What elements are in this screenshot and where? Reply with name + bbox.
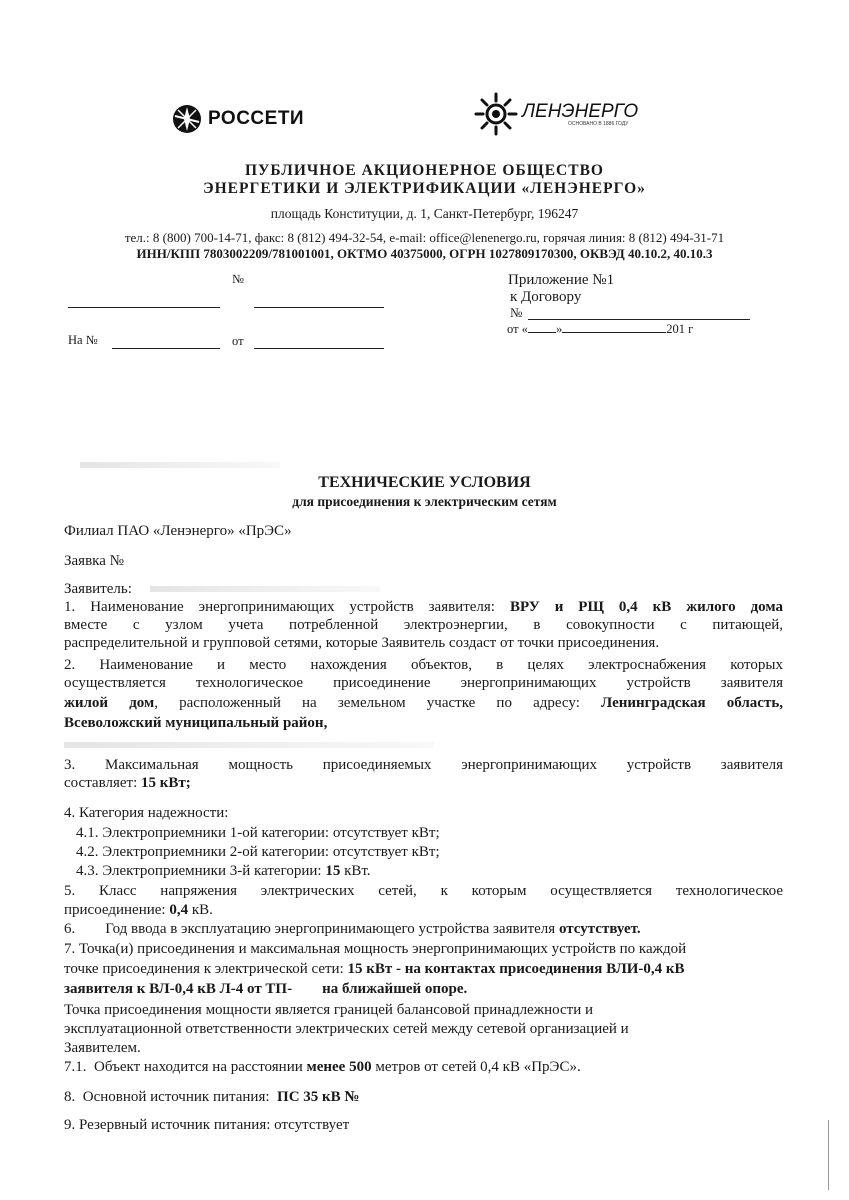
item1-device: ВРУ и РЩ 0,4 кВ жилого дома [509,599,783,615]
lenenergo-logo-subtext: ОСНОВАНО В 1886 ГОДУ [568,120,629,127]
appendix-line1: Приложение №1 [508,272,615,288]
item2-line3 [64,694,783,712]
item3-power: 15 кВт; [141,775,191,791]
item7-1 [64,1058,581,1076]
item4-heading: 4. Категория надежности: [64,805,229,821]
lenenergo-logo-text: ЛЕНЭНЕРГО [522,100,639,122]
item7-line6: Заявителем. [64,1040,141,1056]
item1-line1 [64,598,783,616]
appendix-number-line [528,319,750,320]
na-line [112,348,220,349]
lenenergo-sun-icon [474,92,518,136]
item4-3 [76,862,371,880]
address-redaction [64,742,434,748]
item2-line2: осуществляется технологическое присоединение энергопринимающих устройств заявителя [64,675,783,691]
item7-line1: 7. Точка(и) присоединения и максимальная мощность энергопринимающих устройств по каждой [64,941,687,957]
item2-location-text: , расположенный на земельном участке по адресу: [154,695,602,711]
request-line: Заявка № [64,553,124,569]
item8 [64,1088,360,1106]
item3-line1: 3. Максимальная мощность присоединяемых энергопринимающих устройств заявителя [64,757,783,773]
item5-voltage: 0,4 [169,902,192,918]
ot-label: от [232,334,244,348]
item1-line3: распределительной и групповой сетями, которые Заявитель создаст от точки присоединения. [64,635,660,651]
item6-value: отсутствует. [558,921,641,937]
item1-line2: вместе с узлом учета потребленной электроэнергии, в совокупности с питающей, [64,617,783,633]
item5-line1: 5. Класс напряжения электрических сетей, к которым осуществляется технологическое [64,883,783,899]
item2-line4: Всеволожский муниципальный район, [64,715,328,731]
item4-3-unit: кВт. [344,863,371,879]
item3-text: составляет: [64,775,141,791]
ot-line [254,348,384,349]
reg-number-line [254,307,384,308]
org-codes: ИНН/КПП 7803002209/781001001, ОКТМО 40375000, ОГРН 1027809170300, ОКВЭД 40.10.2, 40.10.3 [136,246,713,261]
item2-region: Ленинградская область, [601,695,784,711]
item7-line5: эксплуатационной ответственности электрических сетей между сетевой организацией и [64,1021,629,1037]
item4-2: 4.2. Электроприемники 2-ой категории: отсутствует кВт; [76,844,440,860]
appendix-year: 201 г [666,322,694,336]
appendix-date-close: » [555,322,563,336]
lenenergo-logo [474,92,638,136]
item7-line2 [64,960,685,978]
redaction-mark [80,462,280,468]
appendix-line4 [507,322,693,337]
scan-edge-line [828,1120,829,1190]
item8-source: ПС 35 кВ № [277,1089,360,1105]
item2-line1: 2. Наименование и место нахождения объектов, в целях электроснабжения которых [64,657,783,673]
org-contacts: тел.: 8 (800) 700-14-71, факс: 8 (812) 494-32-54, e-mail: office@lenenergo.ru, горячая линия: 8 (812) 494-31-71 [124,230,725,245]
applicant-redaction [150,586,380,592]
appendix-line3: № [510,305,523,320]
item7-1-text: 7.1. Объект находится на расстоянии [64,1059,307,1075]
org-address: площадь Конституции, д. 1, Санкт-Петербург, 196247 [270,206,579,221]
item7-1-tail: метров от сетей 0,4 кВ «ПрЭС». [371,1059,581,1075]
item1-text: 1. Наименование энергопринимающих устройств заявителя: [64,599,510,615]
item7-text: точке присоединения к электрической сети: [64,961,348,977]
item2-object: жилой дом [64,695,155,711]
item7-line4: Точка присоединения мощности является границей балансовой принадлежности и [64,1002,593,1018]
item4-1: 4.1. Электроприемники 1-ой категории: отсутствует кВт; [76,825,440,841]
item4-3-text: 4.3. Электроприемники 3-й категории: [76,863,326,879]
doc-title: ТЕХНИЧЕСКИЕ УСЛОВИЯ [318,474,531,491]
rosseti-emblem-icon [172,104,202,134]
item5-line2 [64,901,213,919]
org-name-line2: ЭНЕРГЕТИКИ И ЭЛЕКТРИФИКАЦИИ «ЛЕНЭНЕРГО» [203,180,646,197]
branch-line: Филиал ПАО «Ленэнерго» «ПрЭС» [64,523,292,539]
item8-text: 8. Основной источник питания: [64,1089,278,1105]
item6-text: 6. Год ввода в эксплуатацию энергопринимающего устройства заявителя [64,921,559,937]
item7-connection: 15 кВт - на контактах присоединения ВЛИ-0,4 кВ [347,961,685,977]
item5-unit: кВ. [191,902,213,918]
item7-1-distance: менее 500 [306,1059,372,1075]
reg-date-line [68,307,220,308]
rosseti-logo [172,104,304,134]
applicant-line: Заявитель: [64,581,132,597]
item5-text: присоединение: [64,902,170,918]
reg-number-sign: № [232,272,244,286]
doc-subtitle: для присоединения к электрическим сетям [292,494,557,509]
org-name-line1: ПУБЛИЧНОЕ АКЦИОНЕРНОЕ ОБЩЕСТВО [245,162,604,179]
item7-line3: заявителя к ВЛ-0,4 кВ Л-4 от ТП- на ближайшей опоре. [64,981,468,997]
na-label: На № [68,333,98,347]
item4-3-value: 15 [325,863,345,879]
appendix-date-open: от « [507,322,528,336]
item9: 9. Резервный источник питания: отсутствует [64,1117,350,1133]
item6 [64,920,641,938]
appendix-line2: к Договору [510,289,582,305]
item3-line2 [64,774,191,792]
rosseti-logo-text: РОССЕТИ [208,108,305,129]
